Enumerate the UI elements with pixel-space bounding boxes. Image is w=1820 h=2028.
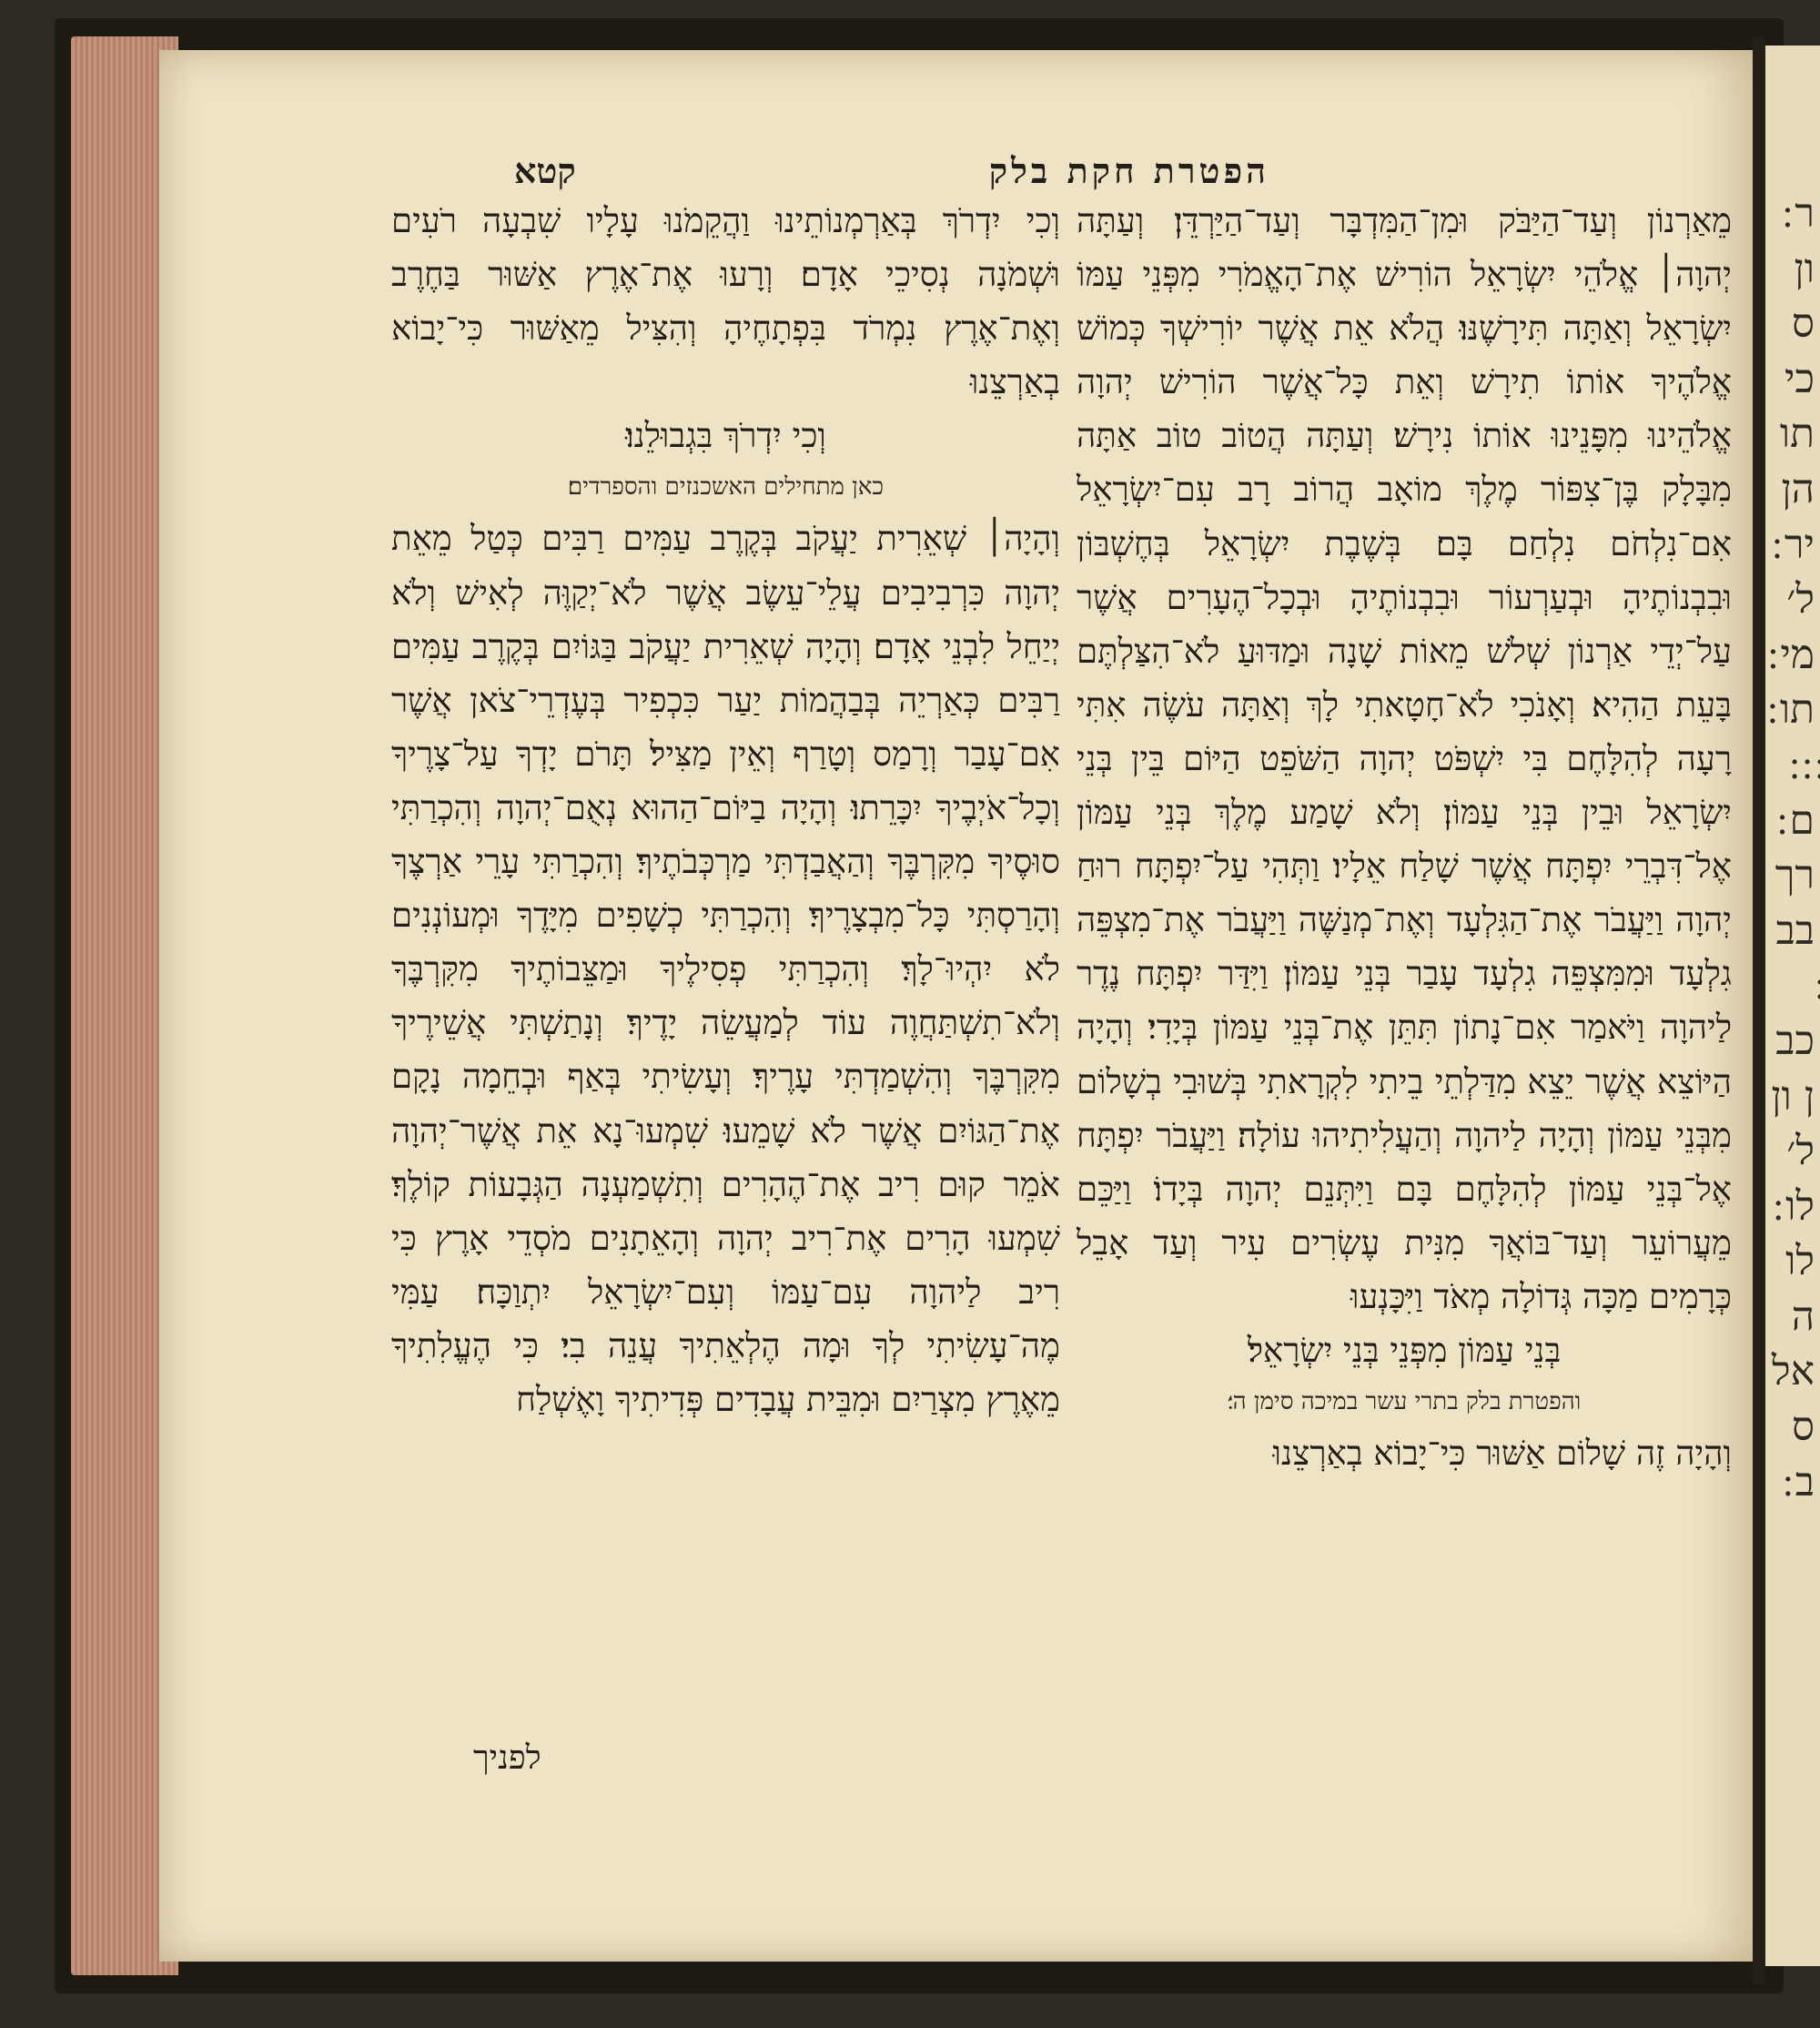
custom-start-note: כאן מתחילים האשכנזים והספרדים׃ <box>567 473 885 502</box>
closing-verse: בְּנֵי עַמּוֹן מִפְּנֵי בְּנֵי יִשְׂרָאֵל׃ <box>1247 1330 1562 1370</box>
adjacent-page <box>1765 46 1820 1966</box>
page-number: קטא <box>514 150 576 191</box>
right-text-column <box>1077 194 1732 1480</box>
adjacent-page-fragment: ר ון ס כי תו הן יר ל׳ מי תו ׃ ׃ ם רך בב כב ן ון ל׳ לו לו ה אל ס ב <box>1771 190 1815 1506</box>
book-gutter <box>1753 36 1765 1984</box>
micah-text-part-2: וְהָיָה׀ שְׁאֵרִית יַעֲקֹב בְּקֶרֶב עַמִּים רַבִּים כְּטַל מֵאֵת יְהוָה כִּרְבִיבִים עֲלֵי־עֵשֶׂב אֲשֶׁר לֹא־יְקַוֶּה לְאִישׁ וְלֹא יְיַחֵל לִבְנֵי אָדָם׃ וְהָיָה שְׁאֵרִית יַעֲקֹב בַּגּוֹיִם בְּקֶרֶב עַמִּים רַבִּים כְּאַרְיֵה בְּבַהֲמוֹת יַעַר כִּכְפִיר בְּעֶדְרֵי־צֹאן אֲשֶׁר אִם־עָבַר וְרָמַס וְטָרַף וְאֵין מַצִּיל׃ תָּרֹם יָדְךָ עַל־צָרֶיךָ וְכָל־אֹיְבֶיךָ יִכָּרֵתוּ׃ וְהָיָה בַיּוֹם־הַהוּא נְאֻם־יְהוָה וְהִכְרַתִּי סוּסֶיךָ מִקִּרְבֶּךָ וְהַאֲבַדְתִּי מַרְכְּבֹתֶיךָ׃ וְהִכְרַתִּי עָרֵי אַרְצֶךָ וְהָרַסְתִּי כָּל־מִבְצָרֶיךָ׃ וְהִכְרַתִּי כְשָׁפִים מִיָּדֶךָ וּמְעוֹנְנִים לֹא יִהְיוּ־לָךְ׃ וְהִכְרַתִּי פְסִילֶיךָ וּמַצֵּבוֹתֶיךָ מִקִּרְבֶּךָ וְלֹא־תִשְׁתַּחֲוֶה עוֹד לְמַעֲשֵׂה יָדֶיךָ׃ וְנָתַשְׁתִּי אֲשֵׁירֶיךָ מִקִּרְבֶּךָ וְהִשְׁמַדְתִּי עָרֶיךָ׃ וְעָשִׂיתִי בְּאַף וּבְחֵמָה נָקָם אֶת־הַגּוֹיִם אֲשֶׁר לֹא שָׁמֵעוּ׃ שִׁמְעוּ־נָא אֵת אֲשֶׁר־יְהוָה אֹמֵר קוּם רִיב אֶת־הֶהָרִים וְתִשְׁמַעְנָה הַגְּבָעוֹת קוֹלֶךָ׃ שִׁמְעוּ הָרִים אֶת־רִיב יְהוָה וְהָאֵתָנִים מֹסְדֵי אָרֶץ כִּי רִיב לַיהוָה עִם־עַמּוֹ וְעִם־יִשְׂרָאֵל יִתְוַכָּח׃ עַמִּי מֶה־עָשִׂיתִי לְךָ וּמָה הֶלְאֵתִיךָ עֲנֵה בִי׃ כִּי הֶעֱלִתִיךָ מֵאֶרֶץ מִצְרַיִם וּמִבֵּית עֲבָדִים פְּדִיתִיךָ וָאֶשְׁלַח <box>391 519 1060 1419</box>
micah-text-part-1: וְכִי יִדְרֹךְ בְּאַרְמְנוֹתֵינוּ וַהֲקֵמֹנוּ עָלָיו שִׁבְעָה רֹעִים וּשְׁמֹנָה נְסִיכֵי אָדָם׃ וְרָעוּ אֶת־אֶרֶץ אַשּׁוּר בַּחֶרֶב וְאֶת־אֶרֶץ נִמְרֹד בִּפְתָחֶיהָ וְהִצִּיל מֵאַשּׁוּר כִּי־יָבוֹא בְאַרְצֵנוּ <box>391 201 1060 402</box>
header-title: הפטרת חקת בלק <box>988 150 1269 191</box>
left-text-column <box>391 194 1060 1426</box>
haftarah-note-balak: והפטרת בלק בתרי עשר במיכה סימן ה׳׃ <box>1227 1388 1582 1416</box>
balak-opening-line: וְהָיָה זֶה שָׁלוֹם אַשּׁוּר כִּי־יָבוֹא בְאַרְצֵנוּ <box>1272 1434 1732 1474</box>
haftarah-text-chukat: מֵאַרְנוֹן וְעַד־הַיַּבֹּק וּמִן־הַמִּדְבָּר וְעַד־הַיַּרְדֵּן׃ וְעַתָּה יְהוָה׀ אֱלֹהֵי יִשְׂרָאֵל הוֹרִישׁ אֶת־הָאֱמֹרִי מִפְּנֵי עַמּוֹ יִשְׂרָאֵל וְאַתָּה תִּירָשֶׁנּוּ׃ הֲלֹא אֵת אֲשֶׁר יוֹרִישְׁךָ כְּמוֹשׁ אֱלֹהֶיךָ אוֹתוֹ תִירָשׁ וְאֵת כָּל־אֲשֶׁר הוֹרִישׁ יְהוָה אֱלֹהֵינוּ מִפָּנֵינוּ אוֹתוֹ נִירָשׁ׃ וְעַתָּה הֲטוֹב טוֹב אַתָּה מִבָּלָק בֶּן־צִפּוֹר מֶלֶךְ מוֹאָב הֲרוֹב רָב עִם־יִשְׂרָאֵל אִם־נִלְחֹם נִלְחַם בָּם׃ בְּשֶׁבֶת יִשְׂרָאֵל בְּחֶשְׁבּוֹן וּבִבְנוֹתֶיהָ וּבְעַרְעוֹר וּבִבְנוֹתֶיהָ וּבְכָל־הֶעָרִים אֲשֶׁר עַל־יְדֵי אַרְנוֹן שְׁלֹשׁ מֵאוֹת שָׁנָה וּמַדּוּעַ לֹא־הִצַּלְתֶּם בָּעֵת הַהִיא׃ וְאָנֹכִי לֹא־חָטָאתִי לָךְ וְאַתָּה עֹשֶׂה אִתִּי רָעָה לְהִלָּחֶם בִּי יִשְׁפֹּט יְהוָה הַשֹּׁפֵט הַיּוֹם בֵּין בְּנֵי יִשְׂרָאֵל וּבֵין בְּנֵי עַמּוֹן׃ וְלֹא שָׁמַע מֶלֶךְ בְּנֵי עַמּוֹן אֶל־דִּבְרֵי יִפְתָּח אֲשֶׁר שָׁלַח אֵלָיו׃ וַתְּהִי עַל־יִפְתָּח רוּחַ יְהוָה וַיַּעֲבֹר אֶת־הַגִּלְעָד וְאֶת־מְנַשֶּׁה וַיַּעֲבֹר אֶת־מִצְפֵּה גִלְעָד וּמִמִּצְפֵּה גִלְעָד עָבַר בְּנֵי עַמּוֹן׃ וַיִּדַּר יִפְתָּח נֶדֶר לַיהוָה וַיֹּאמַר אִם־נָתוֹן תִּתֵּן אֶת־בְּנֵי עַמּוֹן בְּיָדִי׃ וְהָיָה הַיּוֹצֵא אֲשֶׁר יֵצֵא מִדַּלְתֵי בֵיתִי לִקְרָאתִי בְּשׁוּבִי בְשָׁלוֹם מִבְּנֵי עַמּוֹן וְהָיָה לַיהוָה וְהַעֲלִיתִיהוּ עוֹלָה׃ וַיַּעֲבֹר יִפְתָּח אֶל־בְּנֵי עַמּוֹן לְהִלָּחֶם בָּם וַיִּתְּנֵם יְהוָה בְּיָדוֹ׃ וַיַּכֵּם מֵעֲרוֹעֵר וְעַד־בּוֹאֲךָ מִנִּית עֶשְׂרִים עִיר וְעַד אָבֵל כְּרָמִים מַכָּה גְּדוֹלָה מְאֹד וַיִּכָּנְעוּ <box>1077 201 1732 1316</box>
catchword: לפניך <box>473 1739 541 1777</box>
micah-closing-line: וְכִי יִדְרֹךְ בִּגְבוּלֵנוּ׃ <box>625 416 826 456</box>
